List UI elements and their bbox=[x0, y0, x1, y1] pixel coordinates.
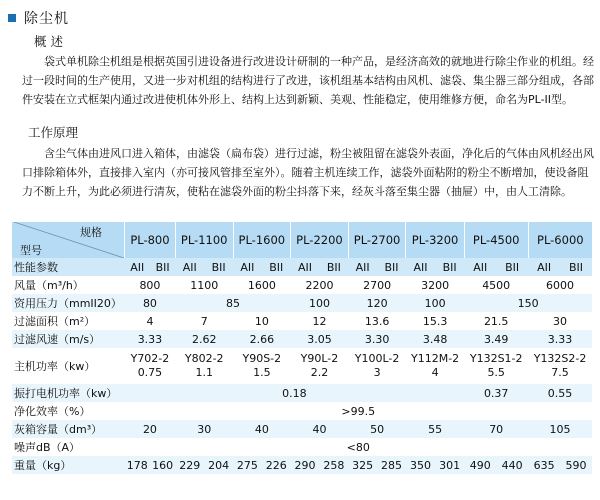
principle-text: 含尘气体由进风口进入箱体，由滤袋（扁布袋）进行过滤，粉尘被阻留在滤袋外表面，净化后的气体由风机经出风口排除箱体外，直接排入室内（亦可接风管排至室外）。随着主机连续工作，滤袋外面粘附的粉尘不断增加，使设备阻力不断上升，为此必须进行清灰，使粘在滤袋外面的粉尘抖落下来，经灰斗落至集尘器（抽屉）中，由人工清除。 bbox=[22, 147, 594, 198]
table-cell bbox=[233, 258, 291, 276]
row-label: 主机功率（kw） bbox=[12, 348, 125, 384]
table-cell bbox=[175, 348, 233, 384]
table-row bbox=[12, 438, 592, 456]
table-cell bbox=[291, 456, 349, 474]
motor-power: 2.2 bbox=[310, 366, 329, 379]
table-cell: 120 bbox=[348, 294, 406, 312]
table-cell bbox=[528, 258, 592, 276]
table-cell: 3200 bbox=[406, 276, 464, 294]
motor-model: Y100L-2 bbox=[354, 352, 400, 365]
corner-spec-label: 规格 bbox=[80, 226, 102, 239]
table-row bbox=[12, 384, 592, 402]
cell-value: 178 bbox=[126, 458, 148, 472]
table-cell bbox=[125, 348, 176, 384]
motor-power: 1.5 bbox=[253, 366, 271, 379]
row-label: 性能参数 bbox=[12, 258, 125, 276]
table-cell bbox=[125, 258, 176, 276]
table-cell bbox=[125, 456, 176, 474]
cell-value: BII bbox=[384, 260, 399, 274]
motor-model: Y90S-2 bbox=[242, 352, 282, 365]
table-cell: 30 bbox=[528, 312, 592, 330]
row-label: 振打电机功率（kw） bbox=[12, 384, 125, 402]
table-cell: 10 bbox=[233, 312, 291, 330]
table-cell: 55 bbox=[406, 420, 464, 438]
cell-value: 275 bbox=[236, 458, 258, 472]
table-cell bbox=[528, 456, 592, 474]
table-cell: 7 bbox=[175, 312, 233, 330]
model-header: PL-1100 bbox=[175, 222, 233, 258]
motor-power: 5.5 bbox=[487, 366, 505, 379]
motor-model: Y132S2-2 bbox=[533, 352, 587, 365]
table-cell: 3.33 bbox=[528, 330, 592, 348]
table-cell: 4500 bbox=[464, 276, 528, 294]
cell-value: AII bbox=[130, 260, 145, 274]
cell-value: BII bbox=[568, 260, 584, 274]
table-cell: 2.66 bbox=[233, 330, 291, 348]
cell-value: AII bbox=[355, 260, 370, 274]
table-cell: 150 bbox=[464, 294, 592, 312]
table-cell: 3.48 bbox=[406, 330, 464, 348]
table-cell: 85 bbox=[175, 294, 290, 312]
table-cell: >99.5 bbox=[125, 402, 593, 420]
table-cell: 20 bbox=[125, 420, 176, 438]
cell-value: 160 bbox=[152, 458, 174, 472]
table-row bbox=[12, 402, 592, 420]
table-cell: 40 bbox=[233, 420, 291, 438]
table-cell: 3.33 bbox=[125, 330, 176, 348]
table-cell: 4 bbox=[125, 312, 176, 330]
table-cell: 2200 bbox=[291, 276, 349, 294]
table-row bbox=[12, 312, 592, 330]
page-header bbox=[8, 8, 69, 28]
motor-power: 1.1 bbox=[195, 366, 213, 379]
table-cell bbox=[175, 258, 233, 276]
table-cell: 0.37 bbox=[464, 384, 528, 402]
motor-power: 3 bbox=[373, 366, 381, 379]
motor-model: Y112M-2 bbox=[410, 352, 460, 365]
cell-value: 290 bbox=[294, 458, 316, 472]
table-cell: 40 bbox=[291, 420, 349, 438]
cell-value: 226 bbox=[265, 458, 287, 472]
corner-diagonal bbox=[14, 222, 124, 258]
model-header: PL-6000 bbox=[528, 222, 592, 258]
table-cell bbox=[348, 258, 406, 276]
table-cell bbox=[406, 258, 464, 276]
table-cell bbox=[348, 348, 406, 384]
table-cell: 30 bbox=[175, 420, 233, 438]
row-label: 重量（kg） bbox=[12, 456, 125, 474]
cell-value: 590 bbox=[565, 458, 587, 472]
table-cell: 15.3 bbox=[406, 312, 464, 330]
table-cell: 1100 bbox=[175, 276, 233, 294]
overview-text: 袋式单机除尘机组是根据英国引进设备进行改进设计研制的一种产品，是经济高效的就地进行除尘作业的机组。经过一段时间的生产使用，又进一步对机组的结构进行了改进，该机组基本结构由风机、滤袋、集尘器三部分组成，各部件安装在立式框架内通过改进使机体外形上、结构上达到新颖、美观、性能稳定，使用维修方便，命名为PL-II型。 bbox=[22, 55, 594, 106]
cell-value: BII bbox=[442, 260, 457, 274]
cell-value: 350 bbox=[409, 458, 431, 472]
table-cell: 105 bbox=[528, 420, 592, 438]
table-cell: 50 bbox=[348, 420, 406, 438]
table-cell: 13.6 bbox=[348, 312, 406, 330]
cell-value: AII bbox=[473, 260, 488, 274]
table-cell: 80 bbox=[125, 294, 176, 312]
table-cell bbox=[291, 258, 349, 276]
motor-model: Y802-2 bbox=[184, 352, 224, 365]
table-cell: 21.5 bbox=[464, 312, 528, 330]
row-label: 风量（m³/h） bbox=[12, 276, 125, 294]
table-cell: 2.62 bbox=[175, 330, 233, 348]
table-row bbox=[12, 456, 592, 474]
cell-value: 490 bbox=[469, 458, 491, 472]
row-label: 净化效率（%） bbox=[12, 402, 125, 420]
row-label: 噪声dB（A） bbox=[12, 438, 125, 456]
page-title: 除尘机 bbox=[24, 11, 69, 27]
table-cell bbox=[406, 348, 464, 384]
cell-value: AII bbox=[537, 260, 552, 274]
table-header-row bbox=[12, 222, 592, 258]
row-label: 资用压力（mmII20） bbox=[12, 294, 125, 312]
model-header: PL-4500 bbox=[464, 222, 528, 258]
cell-value: AII bbox=[413, 260, 428, 274]
table-cell: 70 bbox=[464, 420, 528, 438]
model-header: PL-2200 bbox=[291, 222, 349, 258]
table-cell bbox=[464, 456, 528, 474]
model-header: PL-3200 bbox=[406, 222, 464, 258]
table-row bbox=[12, 276, 592, 294]
cell-value: 325 bbox=[352, 458, 374, 472]
model-header: PL-800 bbox=[125, 222, 176, 258]
model-header: PL-2700 bbox=[348, 222, 406, 258]
cell-value: 440 bbox=[501, 458, 523, 472]
motor-power: 4 bbox=[431, 366, 439, 379]
table-corner-cell bbox=[12, 222, 125, 258]
cell-value: AII bbox=[240, 260, 255, 274]
motor-power: 7.5 bbox=[551, 366, 569, 379]
cell-value: BII bbox=[155, 260, 170, 274]
table-cell: 3.30 bbox=[348, 330, 406, 348]
table-cell: 12 bbox=[291, 312, 349, 330]
cell-value: 204 bbox=[208, 458, 230, 472]
cell-value: 258 bbox=[323, 458, 345, 472]
title-square-icon bbox=[8, 14, 16, 22]
table-cell: 0.55 bbox=[528, 384, 592, 402]
overview-heading: 概 述 bbox=[34, 34, 63, 49]
table-row bbox=[12, 420, 592, 438]
table-cell: 1600 bbox=[233, 276, 291, 294]
table-cell: <80 bbox=[125, 438, 593, 456]
spec-table bbox=[12, 222, 592, 474]
cell-value: 285 bbox=[380, 458, 402, 472]
table-cell: 0.18 bbox=[125, 384, 465, 402]
table-cell bbox=[464, 348, 528, 384]
cell-value: BII bbox=[505, 260, 520, 274]
cell-value: 229 bbox=[179, 458, 201, 472]
row-label: 过滤风速（m/s） bbox=[12, 330, 125, 348]
cell-value: 301 bbox=[439, 458, 461, 472]
model-header: PL-1600 bbox=[233, 222, 291, 258]
table-cell bbox=[528, 348, 592, 384]
cell-value: BII bbox=[269, 260, 284, 274]
row-label: 过滤面积（m²） bbox=[12, 312, 125, 330]
motor-model: Y90L-2 bbox=[300, 352, 339, 365]
table-cell bbox=[406, 456, 464, 474]
table-cell: 100 bbox=[406, 294, 464, 312]
table-cell: 3.05 bbox=[291, 330, 349, 348]
table-cell bbox=[233, 348, 291, 384]
table-row bbox=[12, 330, 592, 348]
motor-power: 0.75 bbox=[137, 366, 163, 379]
cell-value: AII bbox=[298, 260, 313, 274]
table-cell bbox=[291, 348, 349, 384]
table-cell: 3.49 bbox=[464, 330, 528, 348]
table-cell: 6000 bbox=[528, 276, 592, 294]
cell-value: BII bbox=[326, 260, 341, 274]
cell-value: AII bbox=[182, 260, 197, 274]
table-row bbox=[12, 348, 592, 384]
table-cell bbox=[175, 456, 233, 474]
cell-value: BII bbox=[211, 260, 226, 274]
motor-model: Y132S1-2 bbox=[469, 352, 523, 365]
row-label: 灰箱容量（dm³） bbox=[12, 420, 125, 438]
table-cell: 2700 bbox=[348, 276, 406, 294]
corner-model-label: 型号 bbox=[20, 244, 42, 257]
principle-heading: 工作原理 bbox=[28, 125, 79, 140]
table-cell bbox=[348, 456, 406, 474]
table-cell: 100 bbox=[291, 294, 349, 312]
cell-value: 635 bbox=[533, 458, 555, 472]
motor-model: Y702-2 bbox=[130, 352, 170, 365]
table-cell bbox=[233, 456, 291, 474]
table-row bbox=[12, 294, 592, 312]
table-cell: 800 bbox=[125, 276, 176, 294]
table-cell bbox=[464, 258, 528, 276]
table-row bbox=[12, 258, 592, 276]
